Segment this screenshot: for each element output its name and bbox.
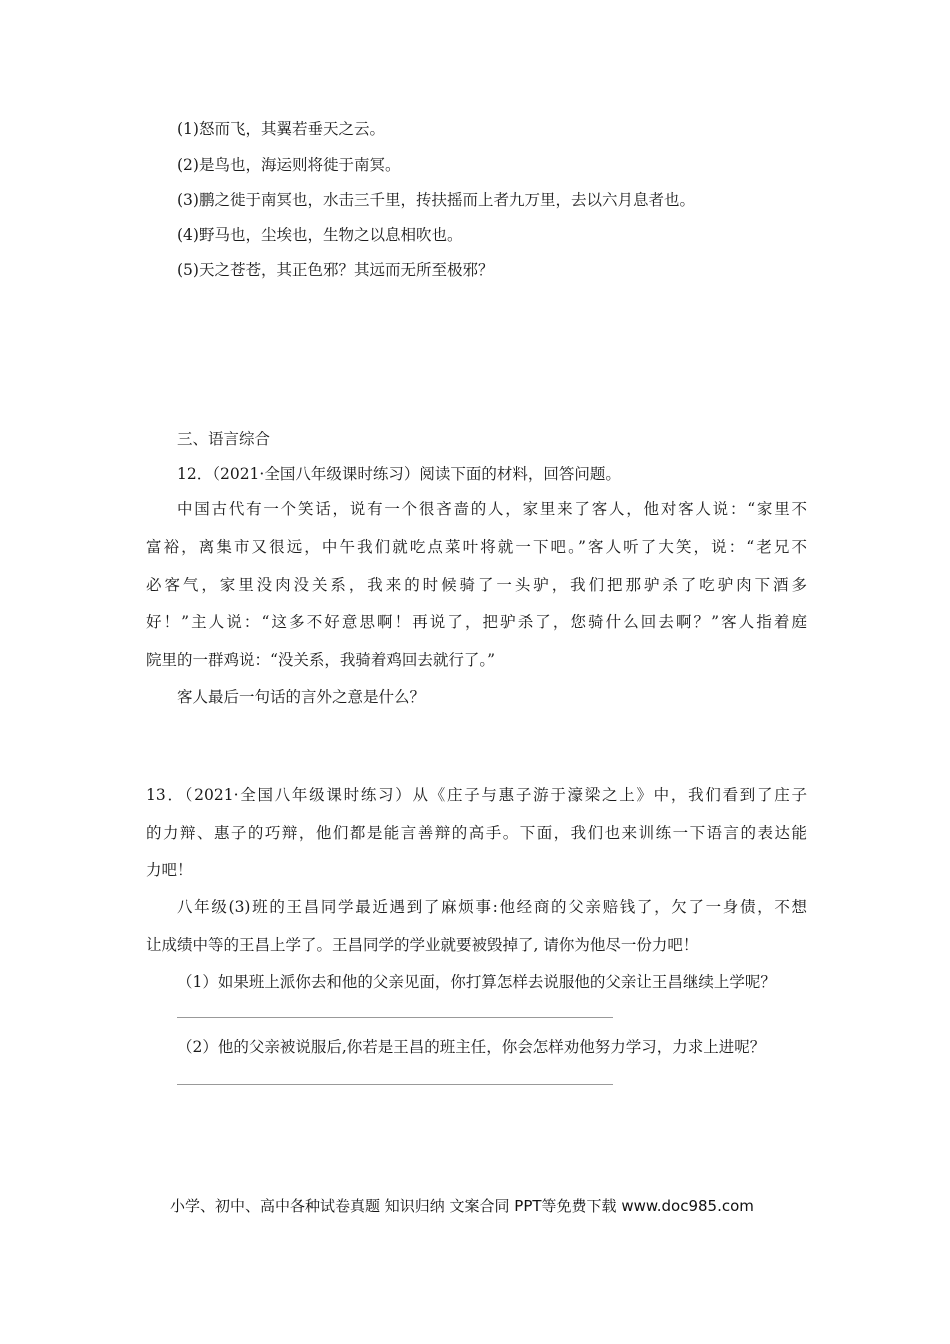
translation-item-5: (5)天之苍苍，其正色邪？其远而无所至极邪？ [177,261,494,279]
translation-item-1: (1)怒而飞，其翼若垂天之云。 [177,120,385,138]
q12-question: 客人最后一句话的言外之意是什么？ [177,688,426,706]
q13-subquestion-1: （1）如果班上派你去和他的父亲见面，你打算怎样去说服他的父亲让王昌继续上学呢？ [177,973,776,991]
q13-intro-line: 13．（2021·全国八年级课时练习）从《庄子与惠子游于濠梁之上》中，我们看到了庄子 [146,786,807,804]
section-heading: 三、语言综合 [177,430,271,448]
q12-passage-line: 院里的一群鸡说：“没关系，我骑着鸡回去就行了。” [146,651,496,669]
q12-passage-line: 好！”主人说：“这多不好意思啊！再说了，把驴杀了，您骑什么回去啊？”客人指着庭 [146,613,807,631]
q13-intro-line: 的力辩、惠子的巧辩，他们都是能言善辩的高手。下面，我们也来训练一下语言的表达能 [146,824,807,842]
page-footer: 小学、初中、高中各种试卷真题 知识归纳 文案合同 PPT等免费下载 www.doc985.com [170,1197,754,1215]
answer-blank-1[interactable] [177,1017,613,1018]
q13-intro-line: 力吧！ [146,861,193,879]
answer-blank-2[interactable] [177,1084,613,1085]
q13-scenario-line: 让成绩中等的王昌上学了。王昌同学的学业就要被毁掉了, 请你为他尽一份力吧！ [146,936,699,954]
translation-item-3: (3)鹏之徙于南冥也，水击三千里，抟扶摇而上者九万里，去以六月息者也。 [177,191,695,209]
translation-item-2: (2)是鸟也，海运则将徙于南冥。 [177,156,401,174]
q12-passage-line: 必客气，家里没肉没关系，我来的时候骑了一头驴，我们把那驴杀了吃驴肉下酒多 [146,576,807,594]
q12-passage-line: 中国古代有一个笑话，说有一个很吝啬的人，家里来了客人，他对客人说：“家里不 [177,500,807,518]
q12-header: 12．（2021·全国八年级课时练习）阅读下面的材料，回答问题。 [177,465,621,483]
translation-item-4: (4)野马也，尘埃也，生物之以息相吹也。 [177,226,463,244]
q13-subquestion-2: （2）他的父亲被说服后,你若是王昌的班主任，你会怎样劝他努力学习，力求上进呢？ [177,1038,766,1056]
q12-passage-line: 富裕，离集市又很远，中午我们就吃点菜叶将就一下吧。”客人听了大笑，说：“老兄不 [146,538,807,556]
q13-scenario-line: 八年级(3)班的王昌同学最近遇到了麻烦事:他经商的父亲赔钱了，欠了一身债，不想 [177,898,807,916]
